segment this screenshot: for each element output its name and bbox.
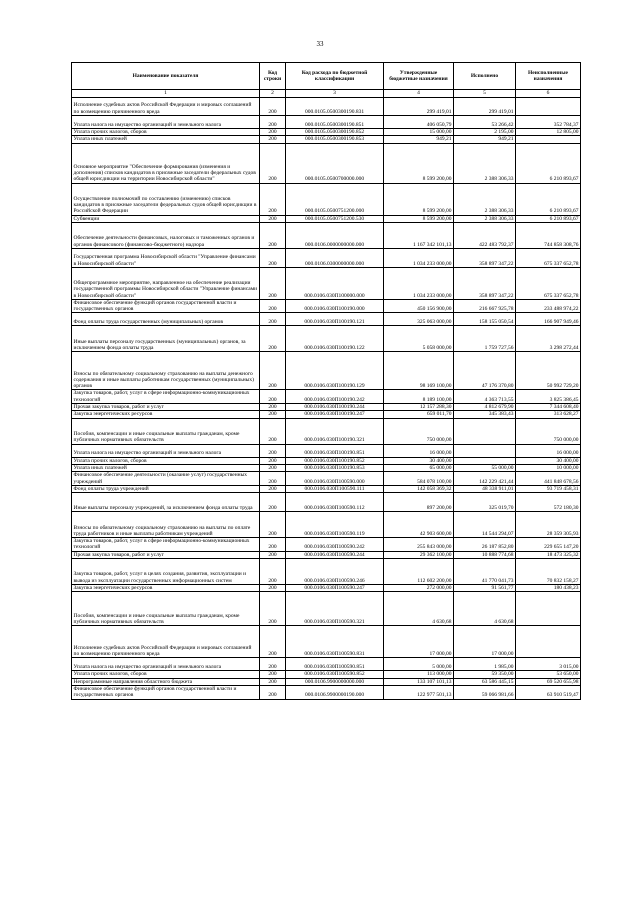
row-unexecuted-cell: 30 400,00 xyxy=(516,457,581,464)
row-name-cell: Исполнение судебных актов Российской Федерации и мировых соглашений по возмещению причиненного вреда xyxy=(72,98,260,116)
table-row xyxy=(72,658,581,671)
row-code-cell: 000.0106.030П100590.119 xyxy=(286,512,384,538)
row-code-cell: 000.0106.030П100590.247 xyxy=(286,585,384,592)
row-code-cell: 000.0106.030П100590.321 xyxy=(286,592,384,626)
row-name-cell: Уплата налога на имущество организаций и земельного налога xyxy=(72,444,260,457)
row-line-cell: 200 xyxy=(260,129,286,136)
row-name-cell: Основное мероприятие "Обеспечение формирования (изменения и дополнения) списков кандидатов в присяжные заседатели федеральных судов общей юрисдикции на территории Новосибирской области" xyxy=(72,143,260,183)
row-line-cell: 200 xyxy=(260,585,286,592)
row-executed-cell: 299 419,01 xyxy=(454,98,516,116)
row-name-cell: Уплата налога на имущество организаций и земельного налога xyxy=(72,658,260,671)
table-row xyxy=(72,592,581,626)
row-executed-cell: 358 897 347,22 xyxy=(454,248,516,267)
table-row xyxy=(72,551,581,558)
table-row xyxy=(72,464,581,471)
row-code-cell: 000.0106.030П100190.321 xyxy=(286,418,384,444)
row-name-cell: Уплата прочих налогов, сборов xyxy=(72,129,260,136)
row-approved-cell: 65 000,00 xyxy=(384,464,454,471)
row-approved-cell: 1 034 233 000,00 xyxy=(384,248,454,267)
row-line-cell: 200 xyxy=(260,592,286,626)
row-unexecuted-cell xyxy=(516,98,581,116)
row-line-cell: 200 xyxy=(260,538,286,552)
row-line-cell: 200 xyxy=(260,248,286,267)
row-line-cell: 200 xyxy=(260,418,286,444)
row-code-cell: 000.0105.0500751200.000 xyxy=(286,183,384,215)
header-indicator-name: Наименование показателя xyxy=(72,63,260,90)
row-code-cell: 000.0106.9900000000.000 xyxy=(286,678,384,685)
row-approved-cell: 112 602 200,00 xyxy=(384,559,454,585)
table-row xyxy=(72,248,581,267)
row-unexecuted-cell: 180 438,23 xyxy=(516,585,581,592)
row-code-cell: 000.0106.030П100590.852 xyxy=(286,671,384,678)
row-name-cell: Иные выплаты персоналу учреждений, за исключением фонда оплаты труда xyxy=(72,493,260,512)
row-code-cell: 000.0105.0500300190.853 xyxy=(286,136,384,143)
row-approved-cell: 122 977 501,13 xyxy=(384,685,454,699)
row-executed-cell: 2 195,00 xyxy=(454,129,516,136)
table-row xyxy=(72,98,581,116)
row-executed-cell: 1 759 727,56 xyxy=(454,326,516,352)
row-line-cell: 200 xyxy=(260,671,286,678)
table-row xyxy=(72,136,581,143)
table-row xyxy=(72,299,581,313)
table-row xyxy=(72,457,581,464)
row-code-cell: 000.0106.030П100190.853 xyxy=(286,464,384,471)
row-code-cell: 000.0105.0500751200.530 xyxy=(286,215,384,222)
column-number: 5 xyxy=(454,90,516,98)
row-approved-cell: 133 107 101,13 xyxy=(384,678,454,685)
row-unexecuted-cell: 3 298 272,44 xyxy=(516,326,581,352)
row-executed-cell: 47 176 370,80 xyxy=(454,352,516,390)
table-row xyxy=(72,418,581,444)
table-body xyxy=(72,98,581,700)
row-executed-cell: 55 000,00 xyxy=(454,464,516,471)
row-approved-cell: 16 000,00 xyxy=(384,444,454,457)
row-executed-cell: 325 019,70 xyxy=(454,493,516,512)
row-executed-cell: 4 812 679,90 xyxy=(454,404,516,411)
row-name-cell: Закупка товаров, работ, услуг в сфере информационно-коммуникационных технологий xyxy=(72,538,260,552)
row-approved-cell: 1 034 233 000,00 xyxy=(384,267,454,299)
column-number: 2 xyxy=(260,90,286,98)
row-executed-cell: 949,21 xyxy=(454,136,516,143)
row-line-cell: 200 xyxy=(260,215,286,222)
row-line-cell: 200 xyxy=(260,183,286,215)
row-code-cell: 000.0106.030П100190.121 xyxy=(286,313,384,326)
row-executed-cell: 358 897 347,22 xyxy=(454,267,516,299)
row-name-cell: Пособия, компенсации и иные социальные выплаты гражданам, кроме публичных нормативных обязательств xyxy=(72,592,260,626)
header-budget-classification-code: Код расхода по бюджетной классификации xyxy=(286,63,384,90)
row-unexecuted-cell: 233 488 974,22 xyxy=(516,299,581,313)
row-unexecuted-cell: 6 210 893,67 xyxy=(516,143,581,183)
row-executed-cell: 216 667 925,78 xyxy=(454,299,516,313)
row-unexecuted-cell: 3 015,00 xyxy=(516,658,581,671)
row-code-cell: 000.0106.030П100190.244 xyxy=(286,404,384,411)
row-unexecuted-cell: 229 655 147,20 xyxy=(516,538,581,552)
row-executed-cell: 2 388 306,33 xyxy=(454,143,516,183)
table-row xyxy=(72,493,581,512)
row-approved-cell: 584 078 100,00 xyxy=(384,472,454,486)
row-line-cell: 200 xyxy=(260,116,286,129)
row-approved-cell: 30 400,00 xyxy=(384,457,454,464)
column-number: 6 xyxy=(516,90,581,98)
row-name-cell: Уплата прочих налогов, сборов xyxy=(72,671,260,678)
row-approved-cell: 450 156 900,00 xyxy=(384,299,454,313)
row-code-cell: 000.0106.0000000000.000 xyxy=(286,222,384,248)
row-executed-cell: 1 985,00 xyxy=(454,658,516,671)
row-line-cell: 200 xyxy=(260,404,286,411)
row-name-cell: Общепрограммное мероприятие, направленное на обеспечение реализации государственной программы Новосибирской области "Управление финансами в Новосибирской области" xyxy=(72,267,260,299)
table-row xyxy=(72,444,581,457)
row-code-cell: 000.0106.030П100590.246 xyxy=(286,559,384,585)
table-row xyxy=(72,183,581,215)
row-executed-cell: 17 000,00 xyxy=(454,626,516,658)
row-name-cell: Уплата прочих налогов, сборов xyxy=(72,457,260,464)
row-line-cell: 200 xyxy=(260,485,286,492)
table-row xyxy=(72,143,581,183)
row-approved-cell: 8 599 200,00 xyxy=(384,143,454,183)
row-unexecuted-cell: 18 473 325,32 xyxy=(516,551,581,558)
row-code-cell: 000.0105.0500700000.000 xyxy=(286,143,384,183)
row-line-cell: 200 xyxy=(260,352,286,390)
row-code-cell: 000.0106.030П100190.247 xyxy=(286,411,384,418)
row-executed-cell xyxy=(454,457,516,464)
row-unexecuted-cell: 10 000,00 xyxy=(516,464,581,471)
table-row xyxy=(72,678,581,685)
row-code-cell: 000.0106.0300000000.000 xyxy=(286,248,384,267)
budget-execution-table xyxy=(71,62,581,700)
row-name-cell: Иные выплаты персоналу государственных (муниципальных) органов, за исключением фонда оплаты труда xyxy=(72,326,260,352)
table-row xyxy=(72,512,581,538)
row-name-cell: Закупка энергетических ресурсов xyxy=(72,411,260,418)
row-executed-cell: 41 770 041,73 xyxy=(454,559,516,585)
row-name-cell: Осуществление полномочий по составлению (изменению) списков кандидатов в присяжные заседатели федеральных судов общей юрисдикции в Российской Федерации xyxy=(72,183,260,215)
row-name-cell: Прочая закупка товаров, работ и услуг xyxy=(72,551,260,558)
row-name-cell: Закупка товаров, работ, услуг в сфере информационно-коммуникационных технологий xyxy=(72,390,260,404)
row-line-cell: 200 xyxy=(260,267,286,299)
row-unexecuted-cell xyxy=(516,136,581,143)
row-line-cell: 200 xyxy=(260,457,286,464)
row-executed-cell: 4 363 713,55 xyxy=(454,390,516,404)
row-code-cell: 000.0106.030П100590.244 xyxy=(286,551,384,558)
table-row xyxy=(72,485,581,492)
row-unexecuted-cell: 313 628,27 xyxy=(516,411,581,418)
row-unexecuted-cell: 675 337 652,78 xyxy=(516,267,581,299)
row-unexecuted-cell: 675 337 652,78 xyxy=(516,248,581,267)
row-unexecuted-cell: 750 000,00 xyxy=(516,418,581,444)
table-row xyxy=(72,626,581,658)
row-code-cell: 000.0105.0500300190.851 xyxy=(286,116,384,129)
row-approved-cell: 949,21 xyxy=(384,136,454,143)
row-line-cell: 200 xyxy=(260,313,286,326)
header-unexecuted: Неисполненные назначения xyxy=(516,63,581,90)
row-executed-cell: 14 544 294,07 xyxy=(454,512,516,538)
row-line-cell: 200 xyxy=(260,626,286,658)
row-name-cell: Финансовое обеспечение функций органов государственной власти и государственных органов xyxy=(72,299,260,313)
row-line-cell: 200 xyxy=(260,222,286,248)
row-line-cell: 200 xyxy=(260,551,286,558)
row-executed-cell: 48 338 911,01 xyxy=(454,485,516,492)
header-line-code: Код строки xyxy=(260,63,286,90)
row-code-cell: 000.0106.030П100590.851 xyxy=(286,658,384,671)
row-line-cell: 200 xyxy=(260,678,286,685)
row-name-cell: Пособия, компенсации и иные социальные выплаты гражданам, кроме публичных нормативных обязательств xyxy=(72,418,260,444)
table-row xyxy=(72,671,581,678)
row-line-cell: 200 xyxy=(260,411,286,418)
row-approved-cell: 142 058 369,32 xyxy=(384,485,454,492)
row-name-cell: Финансовое обеспечение функций органов государственной власти и государственных органов xyxy=(72,685,260,699)
row-line-cell: 200 xyxy=(260,658,286,671)
row-unexecuted-cell: 16 000,00 xyxy=(516,444,581,457)
table-row xyxy=(72,326,581,352)
row-unexecuted-cell xyxy=(516,592,581,626)
row-code-cell: 000.0106.030П100190.122 xyxy=(286,326,384,352)
row-name-cell: Субвенции xyxy=(72,215,260,222)
row-approved-cell: 750 000,00 xyxy=(384,418,454,444)
row-unexecuted-cell: 572 180,30 xyxy=(516,493,581,512)
table-row xyxy=(72,313,581,326)
row-approved-cell: 17 000,00 xyxy=(384,626,454,658)
row-code-cell: 000.0106.030П100590.831 xyxy=(286,626,384,658)
table-row xyxy=(72,559,581,585)
row-name-cell: Взносы по обязательному социальному страхованию на выплаты по оплате труда работников и иные выплаты работникам учреждений xyxy=(72,512,260,538)
row-unexecuted-cell: 6 210 893,67 xyxy=(516,215,581,222)
row-approved-cell: 897 200,00 xyxy=(384,493,454,512)
table-row xyxy=(72,390,581,404)
page-number: 33 xyxy=(316,40,324,48)
row-executed-cell: 422 483 792,37 xyxy=(454,222,516,248)
column-number: 1 xyxy=(72,90,260,98)
row-executed-cell: 63 586 445,15 xyxy=(454,678,516,685)
row-executed-cell: 10 888 774,68 xyxy=(454,551,516,558)
table-row xyxy=(72,585,581,592)
row-approved-cell: 4 630,68 xyxy=(384,592,454,626)
row-line-cell: 200 xyxy=(260,136,286,143)
table-row xyxy=(72,215,581,222)
row-approved-cell: 8 189 100,00 xyxy=(384,390,454,404)
table-row xyxy=(72,116,581,129)
row-unexecuted-cell: 7 344 608,40 xyxy=(516,404,581,411)
row-name-cell: Уплата иных платежей xyxy=(72,136,260,143)
row-unexecuted-cell: 441 848 678,56 xyxy=(516,472,581,486)
row-approved-cell: 5 000,00 xyxy=(384,658,454,671)
row-executed-cell: 2 388 306,33 xyxy=(454,183,516,215)
row-code-cell: 000.0106.030П100190.000 xyxy=(286,299,384,313)
row-approved-cell: 98 169 100,00 xyxy=(384,352,454,390)
table-row xyxy=(72,411,581,418)
row-approved-cell: 42 903 600,00 xyxy=(384,512,454,538)
row-unexecuted-cell: 12 805,00 xyxy=(516,129,581,136)
row-unexecuted-cell: 53 650,00 xyxy=(516,671,581,678)
header-row xyxy=(72,63,581,90)
row-code-cell: 000.0106.030П100590.000 xyxy=(286,472,384,486)
row-unexecuted-cell: 50 992 729,20 xyxy=(516,352,581,390)
row-unexecuted-cell: 70 832 158,27 xyxy=(516,559,581,585)
row-line-cell: 200 xyxy=(260,685,286,699)
row-name-cell: Закупка энергетических ресурсов xyxy=(72,585,260,592)
row-line-cell: 200 xyxy=(260,390,286,404)
column-number: 4 xyxy=(384,90,454,98)
row-executed-cell: 26 187 852,80 xyxy=(454,538,516,552)
row-line-cell: 200 xyxy=(260,444,286,457)
row-line-cell: 200 xyxy=(260,299,286,313)
row-line-cell: 200 xyxy=(260,472,286,486)
row-unexecuted-cell: 28 359 305,93 xyxy=(516,512,581,538)
row-approved-cell: 272 000,00 xyxy=(384,585,454,592)
row-approved-cell: 113 000,00 xyxy=(384,671,454,678)
row-name-cell: Прочая закупка товаров, работ и услуг xyxy=(72,404,260,411)
row-code-cell: 000.0106.030П100190.242 xyxy=(286,390,384,404)
row-executed-cell xyxy=(454,418,516,444)
row-executed-cell xyxy=(454,444,516,457)
row-unexecuted-cell: 166 907 949,46 xyxy=(516,313,581,326)
row-approved-cell: 29 362 100,00 xyxy=(384,551,454,558)
row-approved-cell: 299 419,01 xyxy=(384,98,454,116)
row-unexecuted-cell: 744 858 308,76 xyxy=(516,222,581,248)
row-executed-cell: 345 383,43 xyxy=(454,411,516,418)
table-row xyxy=(72,538,581,552)
table-row xyxy=(72,267,581,299)
row-executed-cell: 142 229 421,44 xyxy=(454,472,516,486)
row-code-cell: 000.0106.9900000190.000 xyxy=(286,685,384,699)
row-name-cell: Государственная программа Новосибирской области "Управление финансами в Новосибирской области" xyxy=(72,248,260,267)
row-line-cell: 200 xyxy=(260,464,286,471)
row-name-cell: Закупка товаров, работ, услуг в целях создания, развития, эксплуатации и вывода из эксплуатации государственных информационных систем xyxy=(72,559,260,585)
row-approved-cell: 659 011,70 xyxy=(384,411,454,418)
row-unexecuted-cell: 69 520 655,98 xyxy=(516,678,581,685)
row-line-cell: 200 xyxy=(260,326,286,352)
row-approved-cell: 325 063 000,00 xyxy=(384,313,454,326)
row-name-cell: Уплата налога на имущество организаций и земельного налога xyxy=(72,116,260,129)
row-line-cell: 200 xyxy=(260,98,286,116)
row-code-cell: 000.0105.0500300190.831 xyxy=(286,98,384,116)
row-unexecuted-cell: 63 910 519,47 xyxy=(516,685,581,699)
row-executed-cell: 59 066 981,66 xyxy=(454,685,516,699)
column-number: 3 xyxy=(286,90,384,98)
row-approved-cell: 255 843 000,00 xyxy=(384,538,454,552)
row-code-cell: 000.0106.030П100590.112 xyxy=(286,493,384,512)
row-approved-cell: 406 050,79 xyxy=(384,116,454,129)
row-approved-cell: 1 167 342 101,13 xyxy=(384,222,454,248)
column-number-row xyxy=(72,90,581,98)
table-row xyxy=(72,685,581,699)
row-line-cell: 200 xyxy=(260,559,286,585)
row-code-cell: 000.0106.030П100590.111 xyxy=(286,485,384,492)
row-executed-cell: 59 350,00 xyxy=(454,671,516,678)
row-line-cell: 200 xyxy=(260,512,286,538)
row-executed-cell: 4 630,68 xyxy=(454,592,516,626)
row-code-cell: 000.0106.030П100590.242 xyxy=(286,538,384,552)
row-approved-cell: 5 058 000,00 xyxy=(384,326,454,352)
table-row xyxy=(72,404,581,411)
row-line-cell: 200 xyxy=(260,493,286,512)
row-name-cell: Обеспечение деятельности финансовых, налоговых и таможенных органов и органов финансового (финансово-бюджетного) надзора xyxy=(72,222,260,248)
row-name-cell: Исполнение судебных актов Российской Федерации и мировых соглашений по возмещению причиненного вреда xyxy=(72,626,260,658)
row-unexecuted-cell xyxy=(516,626,581,658)
row-code-cell: 000.0106.030П100190.129 xyxy=(286,352,384,390)
table-row xyxy=(72,129,581,136)
table-row xyxy=(72,222,581,248)
row-line-cell: 200 xyxy=(260,143,286,183)
row-code-cell: 000.0105.0500300190.852 xyxy=(286,129,384,136)
row-code-cell: 000.0106.030П100190.852 xyxy=(286,457,384,464)
row-unexecuted-cell: 352 784,37 xyxy=(516,116,581,129)
row-name-cell: Фонд оплаты труда государственных (муниципальных) органов xyxy=(72,313,260,326)
row-name-cell: Фонд оплаты труда учреждений xyxy=(72,485,260,492)
row-name-cell: Уплата иных платежей xyxy=(72,464,260,471)
header-executed: Исполнено xyxy=(454,63,516,90)
row-approved-cell: 12 157 288,30 xyxy=(384,404,454,411)
row-executed-cell: 158 155 050,54 xyxy=(454,313,516,326)
row-code-cell: 000.0106.030П100000.000 xyxy=(286,267,384,299)
row-code-cell: 000.0106.030П100190.851 xyxy=(286,444,384,457)
row-name-cell: Взносы по обязательному социальному страхованию на выплаты денежного содержания и иные выплаты работникам государственных (муниципальных) органов xyxy=(72,352,260,390)
row-name-cell: Финансовое обеспечение деятельности (оказание услуг) государственных учреждений xyxy=(72,472,260,486)
header-approved: Утвержденные бюджетные назначения xyxy=(384,63,454,90)
row-unexecuted-cell: 3 825 386,45 xyxy=(516,390,581,404)
row-executed-cell: 2 388 306,33 xyxy=(454,215,516,222)
row-executed-cell: 53 266,42 xyxy=(454,116,516,129)
row-unexecuted-cell: 93 719 458,31 xyxy=(516,485,581,492)
row-approved-cell: 15 000,00 xyxy=(384,129,454,136)
table-row xyxy=(72,352,581,390)
row-unexecuted-cell: 6 210 893,67 xyxy=(516,183,581,215)
table-row xyxy=(72,472,581,486)
row-executed-cell: 91 561,77 xyxy=(454,585,516,592)
row-approved-cell: 8 599 200,00 xyxy=(384,183,454,215)
row-name-cell: Непрограммные направления областного бюджета xyxy=(72,678,260,685)
row-approved-cell: 8 599 200,00 xyxy=(384,215,454,222)
